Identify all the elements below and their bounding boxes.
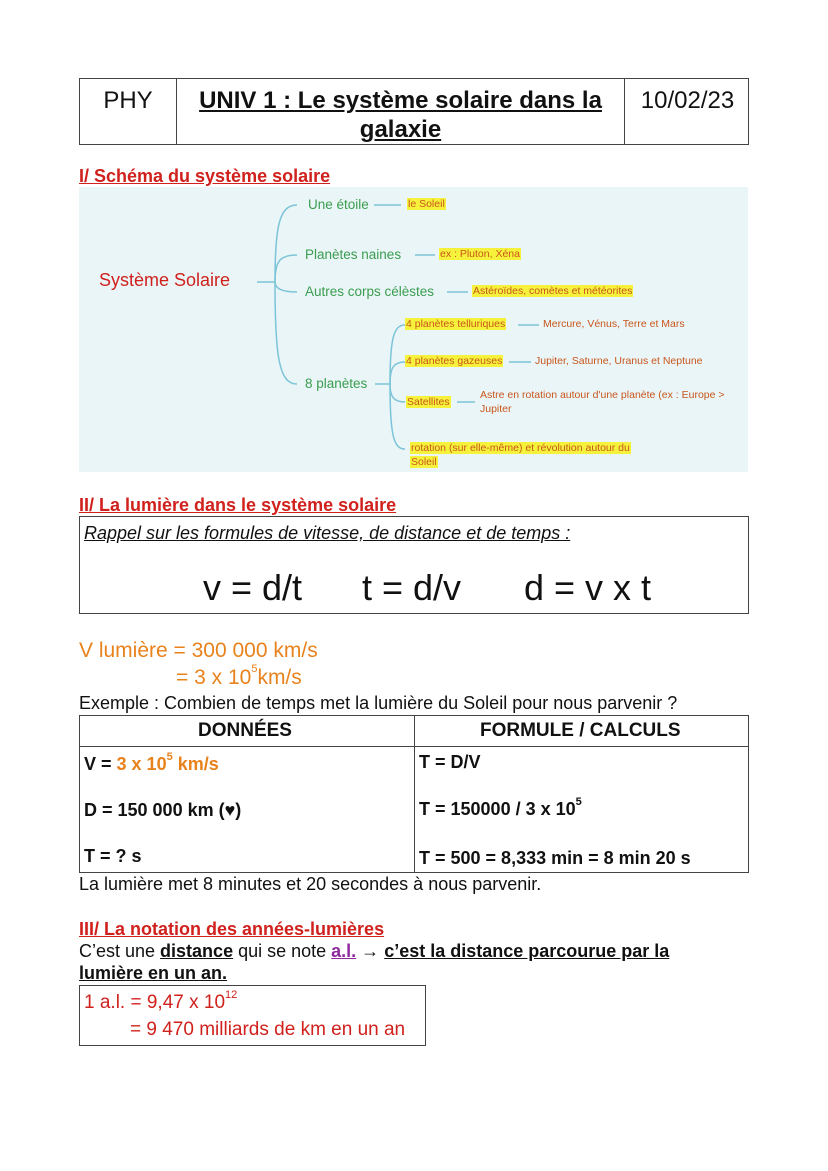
al-box-line-2: = 9 470 milliards de km en un an	[130, 1019, 406, 1040]
al-box-exponent: 12	[225, 989, 238, 1001]
light-speed-unit: km/s	[257, 666, 302, 689]
table-cell-t: T = ? s	[84, 846, 142, 866]
node-satellites-detail-2: Jupiter	[480, 403, 512, 415]
al-definition-line-2: lumière en un an.	[79, 963, 228, 983]
formulas-reminder: Rappel sur les formules de vitesse, de distance et de temps :	[84, 523, 571, 543]
node-star: Une étoile	[308, 197, 369, 212]
table-header-data: DONNÉES	[198, 720, 292, 741]
table-header-calcs: FORMULE / CALCULS	[480, 720, 681, 741]
subject: PHY	[80, 79, 177, 144]
table-divider-horizontal	[80, 746, 748, 747]
table-cell-v	[84, 751, 219, 775]
v-value-number: 3 x 10	[116, 754, 167, 774]
formula-time: t = d/v	[362, 567, 462, 608]
node-planets: 8 planètes	[305, 376, 368, 391]
light-speed-line-2	[176, 663, 302, 690]
al-box	[79, 985, 426, 1046]
example-question: Exemple : Combien de temps met la lumière du Soleil pour nous parvenir ?	[79, 693, 678, 713]
node-other-detail: Astéroïdes, comètes et météorites	[473, 285, 633, 297]
title-line-2: galaxie	[359, 116, 442, 143]
node-telluric-detail: Mercure, Vénus, Terre et Mars	[543, 318, 685, 330]
node-other: Autres corps célèstes	[305, 284, 435, 299]
mindmap-root: Système Solaire	[99, 270, 231, 290]
node-gas-detail: Jupiter, Saturne, Uranus et Neptune	[535, 355, 703, 367]
date: 10/02/23	[640, 87, 735, 114]
al-text-part-1: C’est une	[79, 941, 161, 961]
v-exponent: 5	[166, 751, 173, 763]
al-text-definition-1: c’est la distance parcourue par la	[384, 941, 670, 961]
node-gas: 4 planètes gazeuses	[406, 355, 503, 367]
node-star-detail: le Soleil	[408, 198, 445, 210]
page-title	[177, 79, 625, 144]
table-cell-calc-2	[419, 796, 582, 820]
table-cell-calc-1: T = D/V	[419, 752, 481, 772]
formula-distance: d = v x t	[524, 567, 652, 608]
node-dwarf-detail: ex : Pluton, Xéna	[440, 248, 520, 260]
node-rotation-2: Soleil	[411, 456, 437, 468]
solar-system-mindmap	[79, 187, 748, 472]
node-satellites-detail-1: Astre en rotation autour d'une planète (ex : Europe >	[480, 389, 725, 401]
calc-2-exponent: 5	[575, 796, 582, 808]
calc-2-text: T = 150000 / 3 x 10	[419, 799, 576, 819]
formulas-box	[79, 516, 749, 614]
light-speed-exponent: 5	[251, 663, 258, 675]
node-dwarf: Planètes naines	[305, 247, 402, 262]
section-3-title: III/ La notation des années-lumières	[79, 919, 385, 939]
arrow-icon: →	[356, 941, 385, 961]
v-unit: km/s	[172, 754, 219, 774]
al-abbreviation: a.l.	[331, 941, 357, 961]
v-value	[116, 751, 219, 774]
section-2-title: II/ La lumière dans le système solaire	[79, 495, 397, 515]
table-divider-vertical	[414, 716, 415, 872]
table-cell-d: D = 150 000 km (♥)	[84, 800, 242, 820]
al-text-part-2: qui se note	[233, 941, 332, 961]
node-telluric: 4 planètes telluriques	[406, 318, 506, 330]
table-cell-calc-3: T = 500 = 8,333 min = 8 min 20 s	[419, 848, 691, 868]
section-1-title: I/ Schéma du système solaire	[79, 166, 331, 186]
node-rotation-1: rotation (sur elle-même) et révolution autour du	[411, 442, 630, 454]
node-satellites: Satellites	[407, 396, 450, 408]
data-table	[79, 715, 749, 873]
title-line-1: UNIV 1 : Le système solaire dans la	[199, 87, 602, 114]
al-definition-line-1	[79, 941, 669, 962]
conclusion: La lumière met 8 minutes et 20 secondes à nous parvenir.	[79, 874, 542, 894]
al-text-distance: distance	[160, 941, 234, 961]
v-label: V =	[84, 754, 117, 774]
al-box-value: 1 a.l. = 9,47 x 10	[84, 992, 226, 1013]
header-table	[79, 78, 749, 145]
formula-speed: v = d/t	[203, 567, 303, 608]
al-box-line-1	[84, 989, 238, 1014]
light-speed-value: = 3 x 10	[176, 666, 252, 689]
light-speed-line-1: V lumière = 300 000 km/s	[79, 639, 318, 662]
